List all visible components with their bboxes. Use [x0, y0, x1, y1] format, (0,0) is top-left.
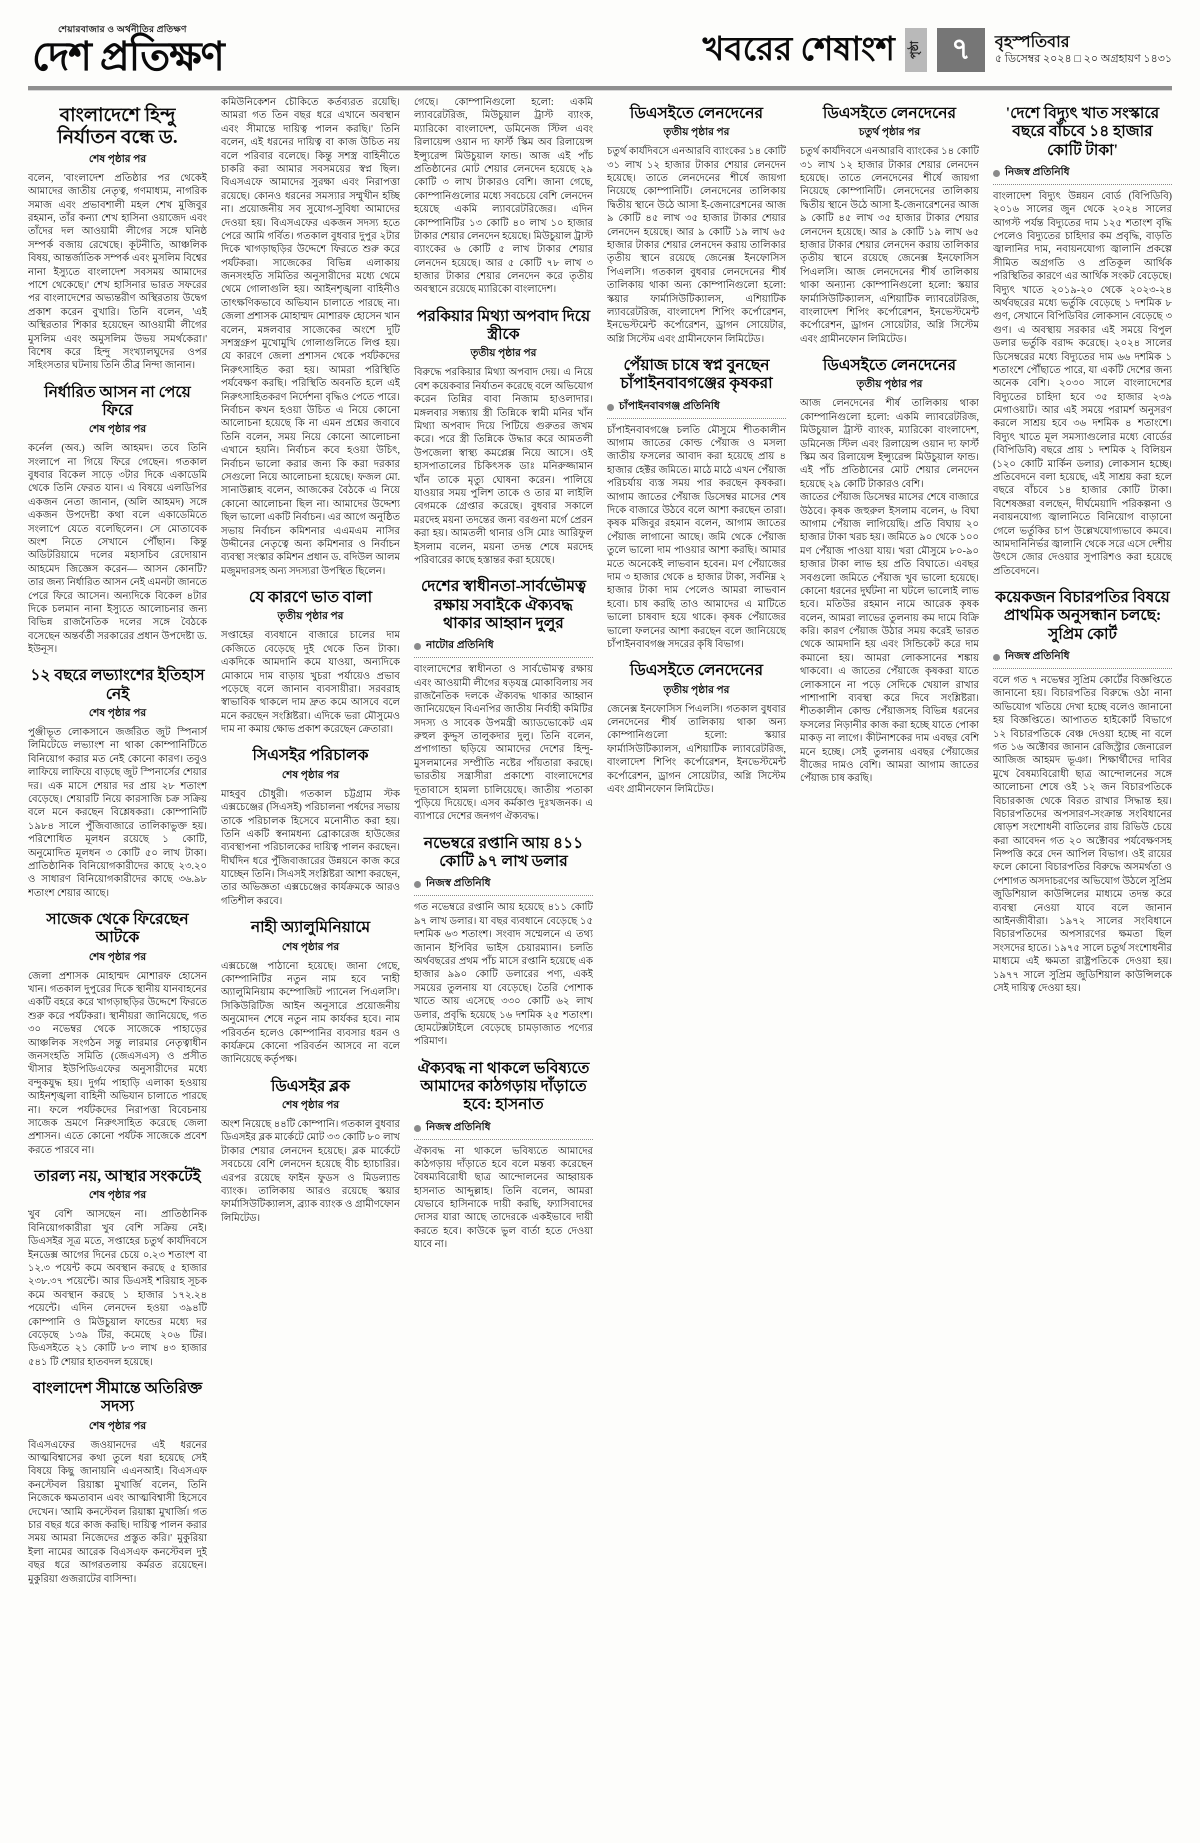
article-body: বিএসএফের জওয়ানদের এই ধরনের আত্মবিশ্বাসের কথা তুলে ধরা হয়েছে সেই বিষয়ে কিছু জানায়নি এএনআই। বিএসএফ কনস্টেবল রিয়াঙ্কা মুখার্জি বলেন, তিনি নিজেকে ক্ষমতাবান এবং আত্মবিশ্বাসী হিসেবে দেখেন। 'আমি কনস্টেবল রিয়াঙ্কা মুখার্জি। গত চার বছর ধরে কাজ করছি। দায়িত্ব পালন করার সময় আমরা নিজেদের প্রস্তুত করি।' মুকুরিয়া ইলা নামের আরেক বিএসএফ কনস্টেবল দুই বছর ধরে আগরতলায় কর্মরত রয়েছেন। মুকুরিয়া গুজরাটের বাসিন্দা। [28, 1439, 207, 1585]
column-3 [414, 96, 593, 1839]
article-body: ঐক্যবদ্ধ না থাকলে ভবিষ্যতে আমাদের কাঠগড়ায় দাঁড়াতে হবে বলে মন্তব্য করেছেন বৈষম্যবিরোধী ছাত্র আন্দোলনের আহ্বায়ক হাসনাত আব্দুল্লাহ। তিনি বলেন, আমরা যেভাবে হাসিনাকে দায়ী করছি, ফ্যাসিবাদের দোসর যারা আছে তাদেরকে একইভাবে দায়ী করতে হবে। কাউকে ভুল বার্তা হতে দেওয়া যাবে না। [414, 1145, 593, 1251]
article-columns [28, 96, 1172, 1839]
byline [414, 638, 593, 655]
article-body: বাংলাদেশের স্বাধীনতা ও সার্বভৌমত্ব রক্ষায় এবং আওয়ামী লীগের ষড়যন্ত্র মোকাবিলায় সব রাজনৈতিক দলকে ঐক্যবদ্ধ থাকার আহ্বান জানিয়েছেন বিএনপির জাতীয় নির্বাহী কমিটির সদস্য ও সাবেক উপমন্ত্রী অ্যাডভোকেট এম রুহুল কুদ্দুস তালুকদার দুলু। তিনি বলেন, প্রপাগান্ডা ছড়িয়ে আমাদের দেশের হিন্দু-মুসলমানের সম্প্রীতি নষ্টের পাঁয়তারা করছে। ভারতীয় সন্ত্রাসীরা প্রকাশ্যে বাংলাদেশের দূতাবাসে হামলা চালিয়েছে। জাতীয় পতাকা পুড়িয়ে দিয়েছে। এসব কর্মকাণ্ড দুঃখজনক। এ ব্যাপারে দেশের জনগণ ঐক্যবদ্ধ। [414, 664, 593, 823]
article-body: খুব বেশি আসছেন না। প্রাতিষ্ঠানিক বিনিয়োগকারীরা খুব বেশি সক্রিয় নেই। ডিএসইর সূত্র মতে, সপ্তাহের চতুর্থ কার্যদিবসে ইনডেক্স আগের দিনের চেয়ে ০.২৩ শতাংশ বা ১২.৩ পয়েন্ট কমে অবস্থান করছে ৫ হাজার ২৩৮.৩৭ পয়েন্টে। আর ডিএসই শরিয়াহ সূচক কমে অবস্থান করছে ১ হাজার ১৭২.২৪ পয়েন্টে। এদিন লেনদেন হওয়া ৩৯৪টি কোম্পানি ও মিউচুয়াল ফান্ডের মধ্যে দর বেড়েছে ১৩৯ টির, কমেছে ২০৬ টির। ডিএসইতে ২১ কোটি ৮৩ লাখ ৪৩ হাজার ৫৪১ টি শেয়ার হাতবদল হয়েছে। [28, 1209, 207, 1368]
masthead-tagline: শেয়ারবাজার ও অর্থনীতির প্রতিক্ষণ [58, 24, 187, 34]
article-headline: বাংলাদেশ সীমান্তে অতিরিক্ত সদস্য [32, 1380, 203, 1416]
article-body: বিরুদ্ধে পরকিয়ার মিথ্যা অপবাদ দেয়। এ নিয়ে বেশ কয়েকবার নির্যাতন করেছে বলে অভিযোগ করেন তিন্নির বাবা নিজাম হাওলাদার। মঙ্গলবার সন্ধ্যায় স্ত্রী তিন্নিকে স্বামী মনির খাঁন মিথ্যা অপবাদ দিয়ে পিটিয়ে গুরুতর জখম করে। পরে স্ত্রী তিন্নিকে উদ্ধার করে আমতলী উপজেলা স্বাস্থ্য কমপ্লেক্স নিয়ে আসে। ওই হাসপাতালের চিকিৎসক ডাঃ মনিরুজ্জামান খাঁন তাকে মৃত্যু ঘোষনা করেন। পালিয়ে যাওয়ার সময় পুলিশ তাকে ও তার মা লাইলি বেগমকে গ্রেপ্তার করেছে। বুধবার সকালে মরদেহ ময়না তদন্তের জন্য বরগুনা মর্গে প্রেরন করা হয়। আমতলী থানার ওসি মোঃ আরিফুল ইসলাম বলেন, ময়না তদন্ত শেষে মরদেহ পরিবারের কাছে হস্তান্তর করা হয়েছে। [414, 367, 593, 566]
byline-name: নিজস্ব প্রতিনিধি [1005, 651, 1070, 663]
page-header [28, 22, 1172, 82]
continuation-label: চতুর্থ পৃষ্ঠার পর [858, 127, 921, 139]
article-body: চাঁপাইনবাবগঞ্জে চলতি মৌসুমে শীতকালীন আগাম জাতের কোল্ড পেঁয়াজ ও মসলা জাতীয় ফসলের আবাদ করা হয়েছে প্রায় ৪ হাজার হেক্টর জমিতে। মাঠে মাঠে এখন পেঁয়াজ পরিচর্যায় ব্যস্ত সময় পার করছেন কৃষকরা। আগাম জাতের পেঁয়াজ ডিসেম্বর মাসের শেষ দিকে বাজারে উঠবে বলে আশা করছেন তারা। কৃষক মজিবুর রহমান বলেন, আগাম জাতের পেঁয়াজ লাগানো আছে। জমি থেকে পেঁয়াজ তুলে ভালো দাম পাওয়ার আশা করছি। আমার মতে অনেকেই লাভবান হবেন। মণ পেঁয়াজের দাম ৩ হাজার থেকে ৪ হাজার টাকা, সর্বনিম্ন ২ হাজার টাকা দাম পেলেও আমরা লাভবান হবো। চাষ করছি তাও আমাদের এ মাটিতে ভালো চাষবাদ হয়ে থাকে। কৃষক পেঁয়াজের ভালো ফলনের আশা করছেন বলে জানিয়েছে চাঁপাইনবাবগঞ্জ সদরের কৃষি বিভাগ। [607, 424, 786, 650]
article-headline: ডিএসইতে লেনদেনের [629, 105, 764, 122]
page-label: পৃষ্ঠা [909, 41, 922, 59]
byline [414, 876, 593, 893]
byline-bullet-icon [414, 881, 421, 888]
article-headline: সিএসইর পরিচালক [252, 747, 369, 765]
article-body: আজ লেনদেনের শীর্ষ তালিকায় থাকা কোম্পানিগুলো হলো: একমি ল্যাবরেটরিজ, মিউচুয়াল ট্রাস্ট ব্যাংক, ম্যারিকো বাংলাদেশ, ডমিনেজ স্টিল এবং রিলায়েন্স ওয়ান দ্য ফার্স্ট স্কিম অব রিলায়েন্স ইন্স্যুরেন্স মিউচুয়াল ফান্ড। এই পাঁচ প্রতিষ্ঠানের মোট শেয়ার লেনদেন হয়েছে ২৯ কোটি টাকারও বেশি। [800, 398, 979, 490]
byline-divider [607, 418, 786, 419]
column-4 [607, 96, 786, 1839]
article-headline: যে কারণে ভাত বালা [248, 589, 373, 607]
continuation-label: শেষ পৃষ্ঠার পর [88, 708, 147, 720]
header-right [703, 28, 1172, 72]
article-headline: দেশের স্বাধীনতা-সার্বভৌমত্ব রক্ষায় সবাইকে ঐক্যবদ্ধ থাকার আহ্বান দুলুর [420, 578, 587, 632]
byline-bullet-icon [414, 1125, 421, 1132]
masthead-title: দেশ প্রতিক্ষণ [32, 34, 224, 79]
byline-divider [414, 1139, 593, 1140]
byline-name: নিজস্ব প্রতিনিধি [426, 878, 491, 890]
article-headline: ডিএসইর ব্লক [270, 1077, 351, 1095]
page-label-box [905, 28, 927, 72]
article-body: গেছে। কোম্পানিগুলো হলো: একমি ল্যাবরেটরিজ, মিউচুয়াল ট্রাস্ট ব্যাংক, ম্যারিকো বাংলাদেশ, ডমিনেজ স্টিল এবং রিলায়েন্স ওয়ান দ্য ফার্স্ট স্কিম অব রিলায়েন্স ইন্স্যুরেন্স মিউচুয়াল ফান্ড। আজ এই পাঁচ প্রতিষ্ঠানের মোট শেয়ার লেনদেন হয়েছে ২৯ কোটি ৩ লাখ টাকারও বেশি। জানা গেছে, কোম্পানিগুলোর মধ্যে সবচেয়ে বেশি লেনদেন হয়েছে একমি ল্যাবরেটরিজের। এদিন কোম্পানিটির ১৩ কোটি ৪০ লাখ ১০ হাজার টাকার শেয়ার লেনদেন হয়েছে। মিউচুয়াল ট্রাস্ট ব্যাংকের ৬ কোটি ৫ লাখ টাকার শেয়ার লেনদেন হয়েছে। আর ৫ কোটি ৭৮ লাখ ৩ হাজার টাকার শেয়ার লেনদেন করে তৃতীয় অবস্থানে রয়েছে ম্যারিকো বাংলাদেশ। [414, 97, 593, 296]
article-headline: সাজেক থেকে ফিরেছেন আটকে [46, 911, 189, 947]
article-headline: ডিএসইতে লেনদেনের [822, 357, 957, 375]
date-block [995, 33, 1172, 67]
page-number-box [937, 28, 985, 72]
continuation-label: শেষ পৃষ্ঠার পর [281, 941, 340, 953]
continuation-label: তৃতীয় পৃষ্ঠার পর [856, 379, 923, 391]
byline-bullet-icon [993, 170, 1000, 177]
continuation-label: শেষ পৃষ্ঠার পর [88, 153, 147, 165]
byline-divider [414, 657, 593, 658]
article-body: মাহবুব চৌধুরী। গতকাল চট্টগ্রাম স্টক এক্সচেঞ্জের (সিএসই) পরিচালনা পর্ষদের সভায় তাকে পরিচালক হিসেবে মনোনীত করা হয়। তিনি একটি স্বনামধন্য ব্রোকারেজ হাউজের ব্যবস্থাপনা পরিচালকের দায়িত্ব পালন করছেন। দীর্ঘদিন ধরে পুঁজিবাজারের উন্নয়নে কাজ করে যাচ্ছেন তিনি। সিএসই সংশ্লিষ্টরা আশা করছেন, তার অভিজ্ঞতা এক্সচেঞ্জের কার্যক্রমকে আরও গতিশীল করবে। [221, 788, 400, 907]
continuation-label: তৃতীয় পৃষ্ঠার পর [277, 611, 344, 623]
article-headline: ১২ বছরে লভ্যাংশের ইতিহাস নেই [30, 667, 205, 703]
column-6 [993, 96, 1172, 1839]
article-body: চতুর্থ কার্যদিবসে এনআরবি ব্যাংকের ১৪ কোটি ৩১ লাখ ১২ হাজার টাকার শেয়ার লেনদেন হয়েছে। তাতে লেনদেনের শীর্ষে জায়গা নিয়েছে কোম্পানিটি। লেনদেনের তালিকায় দ্বিতীয় স্থানে উঠে আসা ই-জেনারেশনের আজ ৯ কোটি ৪৫ লাখ ৩৫ হাজার টাকার শেয়ার লেনদেন হয়েছে। আর ৯ কোটি ১৯ লাখ ৬৫ হাজার টাকার শেয়ার লেনদেন করায় তালিকার তৃতীয় স্থানে রয়েছে জেনেক্স ইনফোসিস পিএলসি। গতকাল বুধবার লেনদেনের শীর্ষ তালিকায় থাকা অন্য কোম্পানিগুলো হলো: স্কয়ার ফার্মাসিউটিক্যালস, এশিয়াটিক ল্যাবরেটরিজ, বাংলাদেশ শিপিং কর্পোরেশন, ইনভেস্টমেন্ট কর্পোরেশন, ড্রাগন সোয়েটার, অগ্নি সিস্টেম এবং গ্রামীনফোন লিমিটেড। [607, 146, 786, 345]
article-headline: ঐক্যবদ্ধ না থাকলে ভবিষ্যতে আমাদের কাঠগড়ায় দাঁড়াতে হবে: হাসনাত [417, 1059, 590, 1114]
article-body: জাতের পেঁয়াজ ডিসেম্বর মাসের শেষে বাজারে উঠবে। কৃষক জহুরুল ইসলাম বলেন, ৬ বিঘা আগাম পেঁয়াজ লাগিয়েছি। প্রতি বিঘায় ২০ হাজার টাকা খরচ হয়। জমিতে ৯০ থেকে ১০০ মণ পেঁয়াজ পাওয়া যায়। খরা মৌসুমে ৮০-৯০ হাজার টাকা লাভ হয় প্রতি বিঘাতে। এবছর সবগুলো জমিতে পেঁয়াজ খুব ভালো হয়েছে। কোনো ধরনের দুর্ঘটনা না ঘটলে ভালোই লাভ হবে। মতিউর রহমান নামে আরেক কৃষক বলেন, আমরা লাভের তুলনায় কম দামে বিক্রি করি। কারণ পেঁয়াজ উঠার সময় করেই ভারত থেকে আমদানি হয় এবং সিন্ডিকেট করে দাম কমানো হয়। আমরা লোকসানের শঙ্কায় থাকবো। এ জাতের পেঁয়াজে কৃষকরা যাতে লোকসানে না পড়ে সেদিকে খেয়াল রাখার পাশাপাশি ব্যবস্থা করে দিবে সংশ্লিষ্টরা। শীতকালীন কোল্ড পেঁয়াজসহ বিভিন্ন ধরনের ফসলের নিড়ানীর কাজ করা হচ্ছে যাতে পোকা মাকড় না লাগে। কীটনাশকের দাম এবছর বেশি মনে হচ্ছে। সেই তুলনায় এবছর পেঁয়াজের বীজের দামও বেশি। আমরা আগাম জাতের পেঁয়াজ চাষ করছি। [800, 492, 979, 785]
article-body: জেলা প্রশাসক মোহাম্মদ মোশারফ হোসেন খান। গতকাল দুপুরের দিকে স্থানীয় যানবাহনের একটি বহরে করে খাগড়াছড়ির উদ্দেশে ফিরতে শুরু করে পর্যটকরা। স্থানীয়রা জানিয়েছে, গত ৩০ নভেম্বর থেকে সাজেকে পাহাড়ের আঞ্চলিক সংগঠন সন্তু লারমার নেতৃত্বাধীন জনসংহতি সমিতি (জেএসএস) ও প্রসীত খীসার ইউপিডিএফের অনুসারীদের মধ্যে বন্দুকযুদ্ধ হয়। দুর্গম পাহাড়ি এলাকা হওয়ায় আইনশৃঙ্খলা বাহিনী অভিযান চালাতে পারছে না। ফলে পর্যটকদের নিরাপত্তা বিবেচনায় সাজেক ভ্রমণে নিরুৎসাহিত করেছে জেলা প্রশাসন। এতে কোনো পর্যটক সাজেকে প্রবেশ করতে পারবে না। [28, 970, 207, 1156]
continuation-label: শেষ পৃষ্ঠার পর [88, 951, 147, 963]
weekday: বৃহস্পতিবার [994, 34, 1070, 52]
article-headline: 'দেশে বিদ্যুৎ খাত সংস্কারে বছরে বাঁচবে ১৪ হাজার কোটি টাকা' [1005, 105, 1160, 159]
byline-name: চাঁপাইনবাবগঞ্জ প্রতিনিধি [619, 400, 720, 412]
continuation-label: তৃতীয় পৃষ্ঠার পর [663, 684, 730, 696]
continuation-label: শেষ পৃষ্ঠার পর [88, 1420, 147, 1432]
byline-name: নাটোর প্রতিনিধি [426, 640, 494, 652]
article-body: অংশ নিয়েছে ৪৪টি কোম্পানি। গতকাল বুধবার ডিএসইর ব্লক মার্কেটে মোট ৩৩ কোটি ৮০ লাখ টাকার শেয়ার লেনদেন হয়েছে। ব্লক মার্কেটে সবচেয়ে বেশি লেনদেন হয়েছে বীচ হ্যাচারির। এরপর রয়েছে ফাইন ফুডস ও মিডল্যান্ড ব্যাংক। তালিকায় আরও রয়েছে স্কয়ার ফার্মাসিউটিক্যালস, ব্র্যাক ব্যাংক ও গ্রামীণফোন লিমিটেড। [221, 1118, 400, 1224]
header-rule [28, 86, 1172, 91]
article-headline: বাংলাদেশে হিন্দু নির্যাতন বন্ধে ড. [57, 105, 178, 149]
column-5 [800, 96, 979, 1839]
article-headline: ডিএসইতে লেনদেনের [822, 105, 957, 122]
column-2 [221, 96, 400, 1839]
byline-divider [414, 895, 593, 896]
continuation-label: তৃতীয় পৃষ্ঠার পর [663, 127, 730, 139]
article-headline: নভেম্বরে রপ্তানি আয় ৪১১ কোটি ৯৭ লাখ ডলার [423, 834, 584, 871]
byline-bullet-icon [993, 654, 1000, 661]
continuation-label: শেষ পৃষ্ঠার পর [88, 1190, 147, 1202]
continuation-label: শেষ পৃষ্ঠার পর [281, 769, 340, 781]
article-headline: পরকিয়ার মিথ্যা অপবাদ দিয়ে স্ত্রীকে [416, 307, 591, 344]
byline [414, 1120, 593, 1137]
page-number: ৭ [951, 33, 971, 66]
byline-divider [993, 184, 1172, 185]
article-headline: ডিএসইতে লেনদেনের [629, 662, 764, 680]
article-body: গত নভেম্বরে রপ্তানি আয় হয়েছে ৪১১ কোটি ৯৭ লাখ ডলার। যা বছর ব্যবধানে বেড়েছে ১৫ দশমিক ৬৩ শতাংশ। সংবাদ সম্মেলনে এ তথ্য জানান ইপিবির ভাইস চেয়ারম্যান। চলতি অর্থবছরের প্রথম পাঁচ মাসে রপ্তানি হয়েছে এক হাজার ৯৯০ কোটি ডলারের পণ্য, একই সময়ের তুলনায় যা বেড়েছে। তৈরি পোশাক খাতে আয় এসেছে ৩৩০ কোটি ৬২ লাখ ডলার, প্রবৃদ্ধি হয়েছে ১৬ দশমিক ২৫ শতাংশ। হোমটেক্সটাইলে বেড়েছে চামড়াজাত পণ্যের পরিমাণ। [414, 902, 593, 1048]
article-body: পুঞ্জীভূত লোকসানে জর্জরিত জুট স্পিনার্স লিমিটেডে লভ্যাংশ না থাকা কোম্পানিটিতে বিনিয়োগ করার মত নেই কোনো কারণ। তবুও লাফিয়ে লাফিয়ে বাড়ছে জুট স্পিনার্সের শেয়ার দর। এক মাসে শেয়ার দর প্রায় ২৮ শতাংশ বেড়েছে। শেয়ারটি নিয়ে কারসাজি চক্র সক্রিয় বলে মনে করছেন বিশ্লেষকরা। কোম্পানিটি ১৯৮৪ সালে পুঁজিবাজারে তালিকাভুক্ত হয়। পরিশোধিত মূলধন রয়েছে ১ কোটি, অনুমোদিত মূলধন ৩ কোটি ৫০ লাখ টাকা। প্রাতিষ্ঠানিক বিনিয়োগকারীদের কাছে ২৩.২০ ও সাধারণ বিনিয়োগকারীদের কাছে ৩৬.৯৮ শতাংশ শেয়ার আছে। [28, 727, 207, 899]
article-headline: কয়েকজন বিচারপতির বিষয়ে প্রাথমিক অনুসন্ধান চলছে: সুপ্রিম কোর্ট [995, 589, 1170, 643]
column-1 [28, 96, 207, 1839]
article-body: বলেন, 'বাংলাদেশ প্রতিষ্ঠার পর থেকেই আমাদের জাতীয় নেতৃত্ব, গণমাধ্যম, নাগরিক সমাজ এবং প্রভাবশালী মহল শেখ মুজিবুর রহমান, তাঁর কন্যা শেখ হাসিনা ওয়াজেদ এবং তাঁদের দল আওয়ামী লীগের সঙ্গে ঘনিষ্ঠ সম্পর্ক বজায় রেখেছে। কূটনীতি, আঞ্চলিক বিষয়, আন্তর্জাতিক সম্পর্ক এবং মুসলিম বিশ্বের নানা ইস্যুতে বাংলাদেশ সবসময় আমাদের পাশে থেকেছে।' শেখ হাসিনার ভারত সফরের পর বাংলাদেশের অভ্যন্তরীণ অস্থিরতায় উদ্বেগ প্রকাশ করেন বুখারি। তিনি বলেন, 'এই অস্থিরতার শিকার হয়েছেন আওয়ামী লীগের মুসলিম এবং অমুসলিম উভয় সমর্থকেরা।' বিশেষ করে হিন্দু সংখ্যালঘুদের ওপর সহিংসতার ঘটনায় তিনি তীব্র নিন্দা জানান। [28, 172, 207, 372]
continuation-label: তৃতীয় পৃষ্ঠার পর [470, 348, 537, 360]
byline-name: নিজস্ব প্রতিনিধি [426, 1121, 491, 1133]
date: ৫ ডিসেম্বর ২০২৪ □ ২০ অগ্রহায়ণ ১৪৩১ [994, 53, 1172, 66]
byline [993, 649, 1172, 666]
byline-name: নিজস্ব প্রতিনিধি [1005, 166, 1070, 178]
article-body: কমিউনিকেশন চৌকিতে কর্তব্যরত রয়েছি। আমরা গত তিন বছর ধরে এখানে অবস্থান এবং সীমান্তে দায়িত্ব পালন করছি।' তিনি বলেন, এই ধরনের দায়িত্ব বা কাজ উচিত নয় বলে পরিবার বলেছে। কিন্তু সশস্ত্র বাহিনীতে চাকরি করা আমার সবসময়ের স্বপ্ন ছিল। বিএসএফে আমাদের সুরক্ষা এবং নিরাপত্তা রয়েছে। কোনও ধরনের সমস্যার সম্মুখীন হচ্ছি না। প্রয়োজনীয় সব সুযোগ-সুবিধা আমাদের দেওয়া হয়। বিএসএফের একজন সদস্য হতে পেরে আমি গর্বিত। গতকাল বুধবার দুপুর ২টার দিকে খাগড়াছড়ির উদ্দেশে ফিরতে শুরু করে পর্যটকরা। সাজেকের বিভিন্ন এলাকায় জনসংহতি সমিতির অনুসারীদের মধ্যে থেমে থেমে গোলাগুলি হয়। আইনশৃঙ্খলা বাহিনীও তাৎক্ষণিকভাবে অভিযান চালাতে পারছে না। জেলা প্রশাসক মোহাম্মদ মোশারফ হোসেন খান বলেন, মঙ্গলবার সাজেকের অংশে দুটি সশস্ত্রগ্রুপ মুখোমুখি গোলাগুলিতে লিপ্ত হয়। যে কারণে জেলা প্রশাসন থেকে পর্যটকদের নিরুৎসাহিত করা হয়। আমরা পরিস্থিতি পর্যবেক্ষণ করছি। পরিস্থিতি অবনতি হলে এই নিরুৎসাহিতকরণ নির্দেশনা বৃদ্ধিও পেতে পারে। নির্বাচন কখন হওয়া উচিত এ নিয়ে কোনো আলোচনা হয়েছে কি না এমন প্রশ্নের জবাবে তিনি বলেন, সময় নিয়ে কোনো আলোচনা এখানে হয়নি। নির্বাচন কবে হওয়া উচিৎ, নির্বাচন ভালো করার জন্য কি করা দরকার সেগুলো নিয়ে আলোচনা হয়েছে। ফজল মো. সানাউল্লাহ বলেন, আজকের বৈঠকে এ নিয়ে কোনো আলোচনা ছিল না। আমাদের উদ্দেশ্য ছিল ভালো একটি নির্বাচন। এর আগে অনুষ্ঠিত সভায় নির্বাচন কমিশনার এএমএম নাসির উদ্দীনের নেতৃত্বে অন্য কমিশনার ও নির্বাচন ব্যবস্থা সংস্কার কমিশন প্রধান ড. বদিউল আলম মজুমদারসহ অন্য সদস্যরা উপস্থিত ছিলেন। [221, 97, 400, 577]
article-headline: তারল্য নয়, আস্থার সংকটেই [34, 1168, 201, 1186]
byline [607, 399, 786, 416]
continuation-label: শেষ পৃষ্ঠার পর [281, 1099, 340, 1111]
byline-bullet-icon [607, 404, 614, 411]
article-body: এক্সচেঞ্জে পাঠানো হয়েছে। জানা গেছে, কোম্পানিটির নতুন নাম হবে 'নাহী অ্যালুমিনিয়াম কম্পোজিট প্যানেল পিএলসি'। সিকিউরিটিজ আইন অনুসারে প্রয়োজনীয় অনুমোদন শেষে নতুন নাম কার্যকর হবে। নাম পরিবর্তন হলেও কোম্পানির ব্যবসার ধরন ও কার্যক্রমে কোনো পরিবর্তন আসবে না বলে জানিয়েছে কর্তৃপক্ষ। [221, 960, 400, 1066]
article-body: কর্নেল (অব.) অলি আহমদ। তবে তিনি সংলাপে না গিয়ে ফিরে গেছেন। গতকাল বুধবার বিকেল সাড়ে ৩টার দিকে একাডেমি থেকে তিনি ফেরত যান। এ বিষয়ে এলডিপির একজন নেতা জানান, (অলি আহমদ) সঙ্গে একজন উপদেষ্টা কথা বলে একাডেমিতে সংলাপে যেতে বলেছিলেন। সে মোতাবেক অংশ নিতে সেখানে পৌঁছান। কিন্তু অডিটরিয়ামে দলের মহাসচিব রেদোয়ান আহমেদ জিজ্ঞেস করেন— আসন কোনটি? তার জন্য নির্ধারিত আসন নেই এমনটা জানতে পেরে ফিরে আসেন। অন্যদিকে বিকেল ৪টার দিকে চলমান নানা ইস্যুতে আলোচনার জন্য বিভিন্ন রাজনৈতিক দলের সঙ্গে বৈঠকে বসেছেন অন্তর্বর্তী সরকারের প্রধান উপদেষ্টা ড. ইউনূস। [28, 443, 207, 656]
byline-bullet-icon [414, 643, 421, 650]
article-body: চতুর্থ কার্যদিবসে এনআরবি ব্যাংকের ১৪ কোটি ৩১ লাখ ১২ হাজার টাকার শেয়ার লেনদেন হয়েছে। তাতে লেনদেনের শীর্ষে জায়গা নিয়েছে কোম্পানিটি। লেনদেনের তালিকায় দ্বিতীয় স্থানে উঠে আসা ই-জেনারেশনের আজ ৯ কোটি ৪৫ লাখ ৩৫ হাজার টাকার শেয়ার লেনদেন হয়েছে। আর ৯ কোটি ১৯ লাখ ৬৫ হাজার টাকার শেয়ার লেনদেন করায় তালিকার তৃতীয় স্থানে রয়েছে জেনেক্স ইনফোসিস পিএলসি। আজ লেনদেনের শীর্ষ তালিকায় থাকা অন্যান্য কোম্পানিগুলো হলো: স্কয়ার ফার্মাসিউটিক্যালস, এশিয়াটিক ল্যাবরেটরিজ, বাংলাদেশ শিপিং কর্পোরেশন, ইনভেস্টমেন্ট কর্পোরেশন, ড্রাগন সোয়েটার, অগ্নি সিস্টেম এবং গ্রামীনফোন লিমিটেড। [800, 146, 979, 345]
section-title: খবরের শেষাংশ [702, 31, 895, 68]
article-body: বলে গত ৭ নভেম্বর সুপ্রিম কোর্টের বিজ্ঞপ্তিতে জানানো হয়। বিচারপতির বিরুদ্ধে ওঠা নানা অভিযোগ খতিয়ে দেখা হচ্ছে বলেও জানানো হয় বিজ্ঞপ্তিতে। আপাতত হাইকোর্ট বিভাগে ১২ বিচারপতিকে বেঞ্চ দেওয়া হচ্ছে না বলে গত ১৬ অক্টোবর জানান রেজিস্ট্রার জেনারেল আজিজ আহমদ ভূঞা। শিক্ষার্থীদের দাবির মুখে বৈষম্যবিরোধী ছাত্র আন্দোলনের সঙ্গে আলোচনা শেষে ওই ১২ জন বিচারপতিকে বিচারকাজ থেকে বিরত রাখার সিদ্ধান্ত হয়। বিচারপতিদের অপসারণ-সংক্রান্ত সংবিধানের ষোড়শ সংশোধনী বাতিলের রায় রিভিউ চেয়ে করা আবেদন গত ২০ অক্টোবর পর্যবেক্ষণসহ নিষ্পত্তি করে দেন আপিল বিভাগ। ওই রায়ের ফলে কোনো বিচারপতির বিরুদ্ধে অসমর্থতা ও পেশাগত অসদাচরণের অভিযোগ উঠলে সুপ্রিম জুডিশিয়াল কাউন্সিলের মাধ্যমে তদন্ত করে ব্যবস্থা নেওয়া যাবে বলে জানান আইনজীবীরা। ১৯৭২ সালের সংবিধানে বিচারপতিদের অপসারণের ক্ষমতা ছিল সংসদের হাতে। ১৯৭৫ সালে চতুর্থ সংশোধনীর মাধ্যমে এই ক্ষমতা রাষ্ট্রপতিকে দেওয়া হয়। ১৯৭৭ সালে সুপ্রিম জুডিশিয়াল কাউন্সিলকে সেই দায়িত্ব দেওয়া হয়। [993, 675, 1172, 994]
article-body: জেনেক্স ইনফোসিস পিএলসি। গতকাল বুধবার লেনদেনের শীর্ষ তালিকায় থাকা অন্য কোম্পানিগুলো হলো: স্কয়ার ফার্মাসিউটিক্যালস, এশিয়াটিক ল্যাবরেটরিজ, বাংলাদেশ শিপিং কর্পোরেশন, ইনভেস্টমেন্ট কর্পোরেশন, ড্রাগন সোয়েটার, অগ্নি সিস্টেম এবং গ্রামীনফোন লিমিটেড। [607, 703, 786, 795]
continuation-label: শেষ পৃষ্ঠার পর [88, 424, 147, 436]
article-body: সপ্তাহের ব্যবধানে বাজারে চালের দাম কেজিতে বেড়েছে দুই থেকে তিন টাকা। একদিকে আমদানি কমে যাওয়া, অন্যদিকে মোকামে দাম বাড়ায় খুচরা পর্যায়েও প্রভাব পড়েছে বলে জানান ব্যবসায়ীরা। সরবরাহ স্বাভাবিক থাকলে দাম দ্রুত কমে আসবে বলে মনে করছেন সংশ্লিষ্টরা। এদিকে ভরা মৌসুমেও দাম না কমায় ক্ষোভ প্রকাশ করেছেন ক্রেতারা। [221, 630, 400, 736]
byline [993, 165, 1172, 182]
article-headline: নির্ধারিত আসন না পেয়ে ফিরে [44, 383, 191, 419]
article-headline: পেঁয়াজ চাষে স্বপ্ন বুনছেন চাঁপাইনবাবগঞ্জের কৃষকরা [620, 357, 773, 393]
byline-divider [993, 668, 1172, 669]
article-headline: নাহী অ্যালুমিনিয়ামে [250, 919, 371, 937]
masthead [32, 22, 224, 77]
article-body: বাংলাদেশ বিদ্যুৎ উন্নয়ন বোর্ড (বিপিডিবি) ২০১৬ সালের জুন থেকে ২০২৪ সালের আগস্ট পর্যন্ত বিদ্যুতের দাম ১২৫ শতাংশ বৃদ্ধি পেলেও বিদ্যুতের চাহিদার কম প্রবৃদ্ধি, বাড়তি জ্বালানির দাম, নবায়নযোগ্য জ্বালানি প্রকল্পে সীমিত অগ্রগতি ও প্রতিকূল আর্থিক পরিস্থিতির কারণে এর আর্থিক সংকট বেড়েছে। বিদ্যুৎ খাতে ২০১৯-২০ থেকে ২০২৩-২৪ অর্থবছরের মধ্যে ভর্তুকি বেড়েছে ১ দশমিক ৮ গুণ, সেখানে বিপিডিবির লোকসান বেড়েছে ৩ গুণ। এ অবস্থায় সরকার এই সময়ে বিপুল ডলার ভর্তুকি বরাদ্দ করেছে। ২০২৪ সালের ডিসেম্বরের মধ্যে বিদ্যুতের দাম ৬৬ দশমিক ১ শতাংশে পৌঁছাতে পারে, যা একটি দেশের জন্য অনেক বেশি। ২০৩০ সালে বাংলাদেশের বিদ্যুতের চাহিদা হবে ৩৫ হাজার ২৩৯ মেগাওয়াট। আর এই সময়ে পরামর্শ অনুসরণ করলে সাশ্রয় হবে ৩৬ দশমিক ৪ শতাংশে। বিদ্যুৎ খাতে মূল সমস্যাগুলোর মধ্যে বোর্ডের (বিপিডিবি) বছরে প্রায় ১ দশমিক ২ বিলিয়ন (১২০ কোটি মার্কিন ডলার) লোকসান হচ্ছে। প্রতিবেদনে বলা হয়েছে, এই সাশ্রয় করা হলে বছরে বাঁচবে ১৪ হাজার কোটি টাকা। বিশেষজ্ঞরা বলছেন, দীর্ঘমেয়াদি পরিকল্পনা ও নবায়নযোগ্য জ্বালানিতে বিনিয়োগ বাড়ানো গেলে ভর্তুকির চাপ উল্লেখযোগ্যভাবে কমবে। আমদানিনির্ভর জ্বালানি থেকে সরে এসে দেশীয় উৎসে জোর দেওয়ার সুপারিশও করা হয়েছে প্রতিবেদনে। [993, 190, 1172, 577]
